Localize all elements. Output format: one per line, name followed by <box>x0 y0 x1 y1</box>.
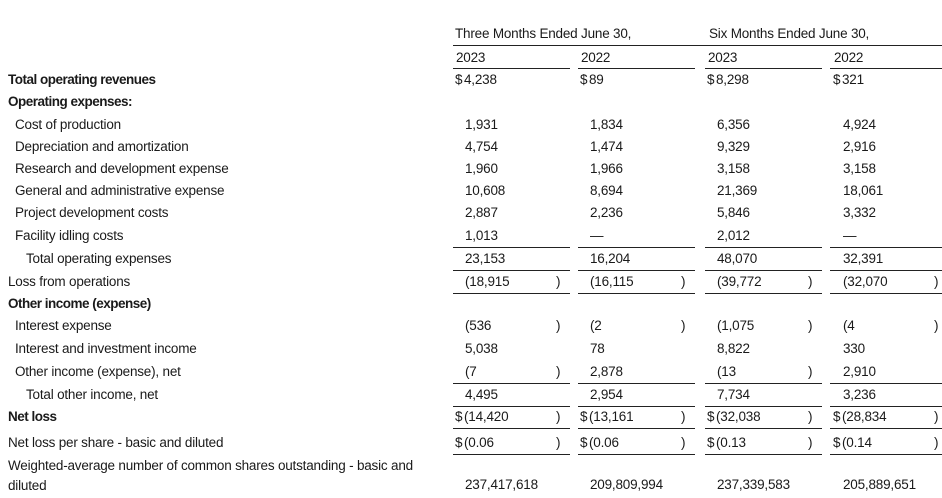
year-rule-h-2022 <box>830 68 942 69</box>
row-label: Other income (expense) <box>8 296 151 311</box>
close-paren: ) <box>808 409 813 424</box>
underline-rule <box>705 270 822 271</box>
table-cell: (32,070 <box>843 274 888 289</box>
table-cell: 330 <box>843 341 865 356</box>
table-cell: 6,356 <box>717 117 750 132</box>
table-cell: (4 <box>843 318 855 333</box>
table-cell: 3,332 <box>843 205 876 220</box>
currency-symbol: $ <box>833 409 841 424</box>
underline-rule <box>830 406 942 407</box>
table-cell: 1,960 <box>465 161 498 176</box>
close-paren: ) <box>934 409 939 424</box>
table-cell: 18,061 <box>843 183 884 198</box>
table-cell: 1,474 <box>590 139 623 154</box>
row-label: Weighted-average number of common shares outstanding - basic and diluted <box>8 458 413 493</box>
underline-rule <box>578 454 695 455</box>
table-cell: 78 <box>590 341 605 356</box>
underline-rule <box>830 293 942 294</box>
close-paren: ) <box>556 318 561 333</box>
currency-symbol: $ <box>455 72 463 87</box>
underline-rule <box>578 428 695 429</box>
close-paren: ) <box>556 364 561 379</box>
row-label: General and administrative expense <box>15 183 225 198</box>
underline-rule <box>453 383 570 384</box>
table-cell: — <box>843 228 857 243</box>
three-months-header: Three Months Ended June 30, <box>455 26 632 41</box>
underline-rule <box>830 428 942 429</box>
currency-symbol: $ <box>580 409 588 424</box>
close-paren: ) <box>681 409 686 424</box>
table-cell: (13 <box>717 364 736 379</box>
row-label: Net loss <box>8 409 57 424</box>
six-months-header: Six Months Ended June 30, <box>709 26 870 41</box>
table-cell: 16,204 <box>590 251 631 266</box>
table-cell: 5,038 <box>465 341 498 356</box>
close-paren: ) <box>556 274 561 289</box>
underline-rule <box>578 270 695 271</box>
table-cell: 1,966 <box>590 161 623 176</box>
year-header-h-2022: 2022 <box>834 50 864 65</box>
underline-rule <box>578 247 695 248</box>
close-paren: ) <box>808 435 813 450</box>
table-cell: 209,809,994 <box>590 477 663 492</box>
row-label: Interest and investment income <box>15 341 197 356</box>
table-cell: 237,339,583 <box>717 477 790 492</box>
row-label: Research and development expense <box>15 161 229 176</box>
underline-rule <box>453 247 570 248</box>
table-cell: 2,012 <box>717 228 750 243</box>
underline-rule <box>705 383 822 384</box>
table-cell: 48,070 <box>717 251 758 266</box>
currency-symbol: $ <box>833 72 841 87</box>
close-paren: ) <box>556 435 561 450</box>
close-paren: ) <box>934 435 939 450</box>
currency-symbol: $ <box>833 435 841 450</box>
row-label: Interest expense <box>15 318 112 333</box>
underline-rule <box>578 293 695 294</box>
table-cell: 5,846 <box>717 205 750 220</box>
close-paren: ) <box>934 274 939 289</box>
table-cell: (39,772 <box>717 274 762 289</box>
row-label: Total operating revenues <box>8 72 156 87</box>
table-cell: 1,931 <box>465 117 498 132</box>
close-paren: ) <box>681 274 686 289</box>
underline-rule <box>453 270 570 271</box>
table-cell: 205,889,651 <box>843 477 916 492</box>
row-label: Loss from operations <box>8 274 131 289</box>
table-cell: 237,417,618 <box>465 477 538 492</box>
table-cell: 2,954 <box>590 387 623 402</box>
year-header-q-2022: 2022 <box>581 50 611 65</box>
year-rule-q-2022 <box>578 68 695 69</box>
close-paren: ) <box>556 409 561 424</box>
underline-rule <box>830 247 942 248</box>
underline-rule <box>705 293 822 294</box>
underline-rule <box>705 247 822 248</box>
table-cell: 23,153 <box>465 251 506 266</box>
table-cell: — <box>590 228 604 243</box>
close-paren: ) <box>808 274 813 289</box>
underline-rule <box>830 454 942 455</box>
year-header-h-2023: 2023 <box>708 50 738 65</box>
header-rule <box>453 45 942 46</box>
underline-rule <box>830 270 942 271</box>
row-label: Depreciation and amortization <box>15 139 189 154</box>
table-cell: 1,013 <box>465 228 498 243</box>
table-cell: (16,115 <box>590 274 634 289</box>
table-cell: (18,915 <box>465 274 510 289</box>
row-label: Net loss per share - basic and diluted <box>8 435 224 450</box>
table-cell: (32,038 <box>716 409 761 424</box>
close-paren: ) <box>681 435 686 450</box>
underline-rule <box>705 406 822 407</box>
year-rule-q-2023 <box>453 68 570 69</box>
table-cell: 89 <box>589 72 604 87</box>
row-label: Total other income, net <box>26 387 158 402</box>
currency-symbol: $ <box>580 435 588 450</box>
table-cell: 8,822 <box>717 341 750 356</box>
table-cell: (0.06 <box>464 435 494 450</box>
table-cell: (1,075 <box>717 318 755 333</box>
table-cell: (14,420 <box>464 409 509 424</box>
year-rule-h-2023 <box>705 68 822 69</box>
close-paren: ) <box>808 318 813 333</box>
row-label: Operating expenses: <box>8 94 133 109</box>
currency-symbol: $ <box>455 435 463 450</box>
underline-rule <box>830 383 942 384</box>
table-cell: 3,158 <box>717 161 750 176</box>
table-cell: 321 <box>842 72 864 87</box>
underline-rule <box>578 383 695 384</box>
table-cell: (0.13 <box>716 435 746 450</box>
table-cell: 4,754 <box>465 139 498 154</box>
currency-symbol: $ <box>455 409 463 424</box>
table-cell: 21,369 <box>717 183 758 198</box>
underline-rule <box>705 454 822 455</box>
underline-rule <box>453 406 570 407</box>
table-cell: (0.06 <box>589 435 619 450</box>
row-label: Other income (expense), net <box>15 364 181 379</box>
row-label: Total operating expenses <box>26 251 172 266</box>
table-cell: (2 <box>590 318 602 333</box>
table-cell: 10,608 <box>465 183 506 198</box>
underline-rule <box>453 293 570 294</box>
close-paren: ) <box>681 318 686 333</box>
table-cell: 4,238 <box>464 72 497 87</box>
row-label: Cost of production <box>15 117 121 132</box>
table-cell: 9,329 <box>717 139 750 154</box>
table-cell: 4,495 <box>465 387 498 402</box>
table-cell: 2,878 <box>590 364 623 379</box>
table-cell: (536 <box>465 318 492 333</box>
table-cell: 7,734 <box>717 387 750 402</box>
underline-rule <box>578 406 695 407</box>
table-cell: 2,910 <box>843 364 876 379</box>
table-cell: 1,834 <box>590 117 623 132</box>
row-label: Facility idling costs <box>15 228 124 243</box>
currency-symbol: $ <box>707 409 715 424</box>
table-cell: (28,834 <box>842 409 887 424</box>
currency-symbol: $ <box>707 435 715 450</box>
table-cell: (0.14 <box>842 435 872 450</box>
currency-symbol: $ <box>707 72 715 87</box>
table-cell: 8,694 <box>590 183 623 198</box>
underline-rule <box>705 428 822 429</box>
row-label: Project development costs <box>15 205 169 220</box>
table-cell: (13,161 <box>589 409 634 424</box>
table-cell: 3,158 <box>843 161 876 176</box>
year-header-q-2023: 2023 <box>456 50 486 65</box>
table-cell: (7 <box>465 364 477 379</box>
table-cell: 3,236 <box>843 387 876 402</box>
table-cell: 2,916 <box>843 139 876 154</box>
table-cell: 8,298 <box>716 72 749 87</box>
table-cell: 32,391 <box>843 251 884 266</box>
table-cell: 2,236 <box>590 205 623 220</box>
currency-symbol: $ <box>580 72 588 87</box>
table-cell: 2,887 <box>465 205 498 220</box>
table-cell: 4,924 <box>843 117 876 132</box>
close-paren: ) <box>934 318 939 333</box>
underline-rule <box>453 428 570 429</box>
underline-rule <box>453 454 570 455</box>
close-paren: ) <box>808 364 813 379</box>
